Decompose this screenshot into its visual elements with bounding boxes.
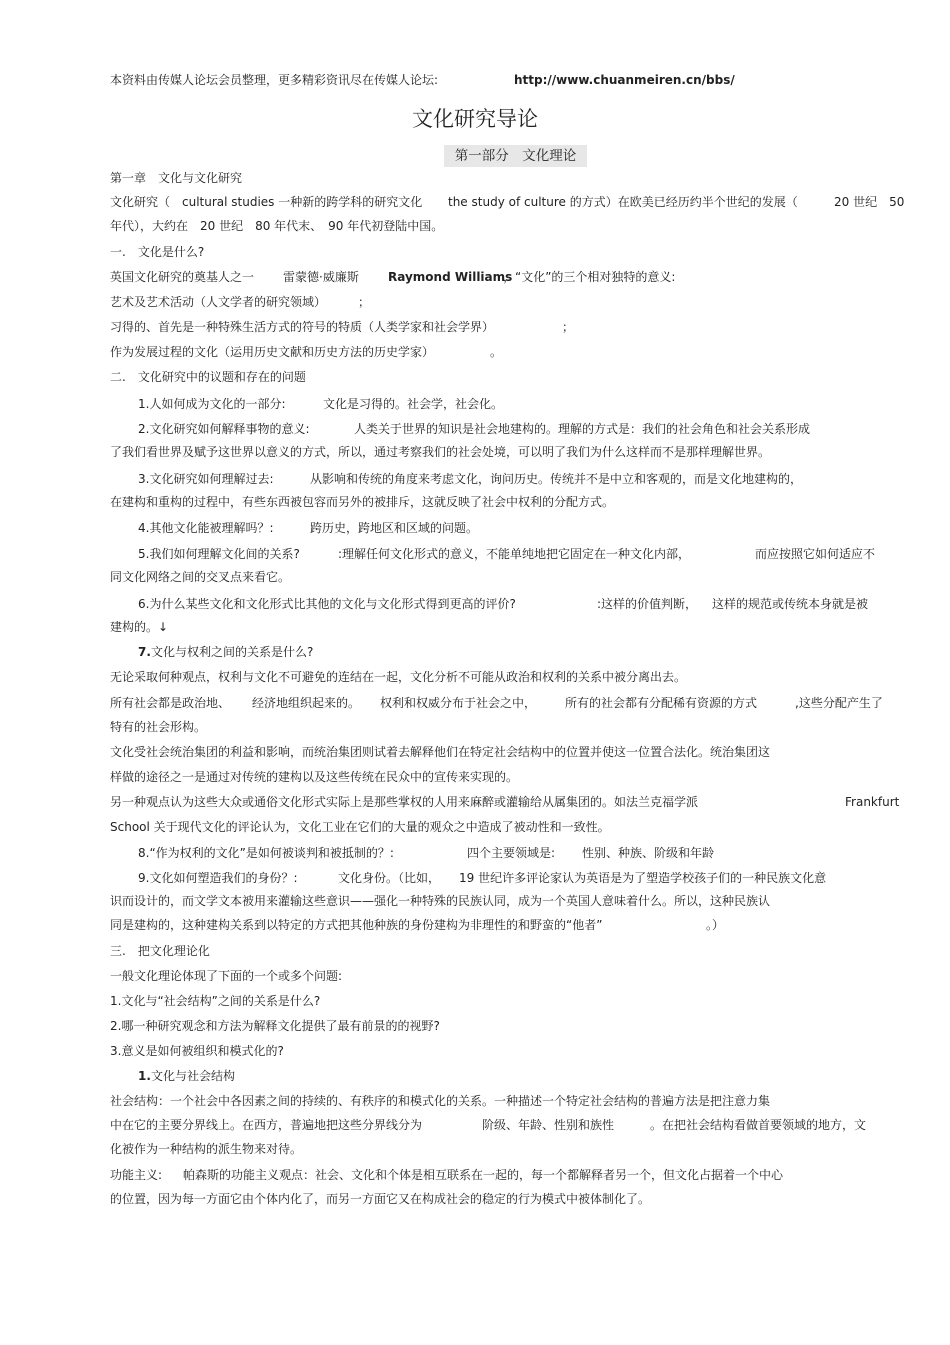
text-line: 文化受社会统治集团的利益和影响，而统治集团则试着去解释他们在特定社会结构中的位置并使这一位置合法化。统治集团这 — [110, 745, 771, 759]
text-line: 无论采取何种观点，权利与文化不可避免的连结在一起，文化分析不可能从政治和权利的关系中被分离出去。 — [110, 670, 687, 684]
text-line: ,这些分配产生了 — [795, 696, 883, 710]
text-line: 。在把社会结构看做首要领域的地方，文 — [650, 1118, 867, 1132]
text-line: 文化研究（ cultural studies 一种新的跨学科的研究文化 — [110, 195, 423, 209]
text-line: 。） — [706, 918, 725, 932]
text-line: 作为发展过程的文化（运用历史文献和历史方法的历史学家） — [110, 345, 435, 359]
text-line: 所有社会都是政治地、 — [110, 696, 231, 710]
part-heading: 第一部分 文化理论 — [444, 145, 587, 167]
text-line: 3.文化研究如何理解过去: — [138, 472, 274, 486]
text-line: 文化是习得的。社会学，社会化。 — [323, 397, 504, 411]
text-line: 样做的途径之一是通过对传统的建构以及这些传统在民众中的宣传来实现的。 — [110, 770, 519, 784]
list-item: 2.哪一种研究观念和方法为解释文化提供了最有前景的的视野? — [110, 1019, 440, 1033]
text-line: 阶级、年龄、性别和族性 — [482, 1118, 615, 1132]
text-line: 从影响和传统的角度来考虑文化，询问历史。传统并不是中立和客观的，而是文化地建构的， — [310, 472, 803, 486]
text-line: 特有的社会形构。 — [110, 720, 207, 734]
text-line: Frankfurt — [845, 795, 900, 809]
text-line: 6.为什么某些文化和文化形式比其他的文化与文化形式得到更高的评价? — [138, 597, 516, 611]
text-line: 性别、种族、阶级和年龄 — [582, 846, 715, 860]
text-line: 雷蒙德·威廉斯 — [283, 270, 359, 284]
text-line: 同文化网络之间的交叉点来看它。 — [110, 570, 291, 584]
text-line: 四个主要领域是: — [467, 846, 556, 860]
text-line: 4.其他文化能被理解吗？: — [138, 521, 274, 535]
text-line: the study of culture 的方式）在欧美已经历约半个世纪的发展（ — [448, 195, 798, 209]
text-line: 习得的、首先是一种特殊生活方式的符号的特质（人类学家和社会学界） — [110, 320, 495, 334]
text-line: 年代），大约在 20 世纪 80 年代末、 90 年代初登陆中国。 — [110, 219, 444, 233]
section-heading: 二. 文化研究中的议题和存在的问题 — [110, 370, 306, 384]
list-item: 3.意义是如何被组织和模式化的? — [110, 1044, 284, 1058]
text-line: 英国文化研究的奠基人之一 — [110, 270, 255, 284]
text-line: 9.文化如何塑造我们的身份？: — [138, 871, 298, 885]
chapter-heading: 第一章 文化与文化研究 — [110, 171, 243, 185]
text-line: 文化与权利之间的关系是什么? — [151, 645, 314, 659]
text-line: 权利和权威分布于社会之中， — [380, 696, 537, 710]
text-line: :理解任何文化形式的意义，不能单纯地把它固定在一种文化内部， — [338, 547, 691, 561]
text-line: 。 — [490, 345, 503, 359]
text-line: 同是建构的，这种建构关系到以特定的方式把其他种族的身份建构为非理性的和野蛮的“他者” — [110, 918, 603, 932]
text-line: 社会结构：一个社会中各因素之间的持续的、有秩序的和模式化的关系。一种描述一个特定社会结构的普遍方法是把注意力集 — [110, 1094, 771, 1108]
text-line: 20 世纪 50 — [834, 195, 905, 209]
text-line: 的位置，因为每一方面它由个体内化了，而另一方面它又在构成社会的稳定的行为模式中被体制化了。 — [110, 1192, 651, 1206]
text-line: Raymond Williams — [388, 270, 513, 284]
text-line: 19 世纪许多评论家认为英语是为了塑造学校孩子们的一种民族文化意 — [459, 871, 827, 885]
text-line: 帕森斯的功能主义观点：社会、文化和个体是相互联系在一起的，每一个都解释者另一个，但文化占据着一个中心 — [183, 1168, 784, 1182]
text-line: 中在它的主要分界线上。在西方，普遍地把这些分界线分为 — [110, 1118, 423, 1132]
text-line: 跨历史，跨地区和区域的问题。 — [310, 521, 479, 535]
text-line: 功能主义: — [110, 1168, 163, 1182]
text-line: ； — [562, 320, 575, 334]
section-heading: 三. 把文化理论化 — [110, 944, 210, 958]
text-line: 人类关于世界的知识是社会地建构的。理解的方式是：我们的社会角色和社会关系形成 — [354, 422, 811, 436]
text-line: 文化身份。（比如， — [338, 871, 441, 885]
subheading: 文化与社会结构 — [151, 1069, 236, 1083]
text-line: 这样的规范或传统本身就是被 — [712, 597, 869, 611]
text-line: 另一种观点认为这些大众或通俗文化形式实际上是那些掌权的人用来麻醉或灌输给从属集团的。如法兰克福学派 — [110, 795, 699, 809]
text-line: 而应按照它如何适应不 — [755, 547, 876, 561]
text-line: 经济地组织起来的。 — [252, 696, 361, 710]
header-link[interactable]: http://www.chuanmeiren.cn/bbs/ — [514, 73, 735, 87]
text-line: 在建构和重构的过程中，有些东西被包容而另外的被排斥，这就反映了社会中权利的分配方式。 — [110, 495, 615, 509]
text-line: 8.“作为权利的文化”是如何被谈判和被抵制的？: — [138, 846, 394, 860]
text-line: ，“文化”的三个相对独特的意义: — [503, 270, 676, 284]
page-title: 文化研究导论 — [412, 107, 538, 131]
text-line: 1.人如何成为文化的一部分: — [138, 397, 286, 411]
text-line: 了我们看世界及赋予这世界以意义的方式，所以，通过考察我们的社会处境，可以明了我们为什么这样而不是那样理解世界。 — [110, 445, 771, 459]
text-line: :这样的价值判断， — [597, 597, 698, 611]
text-line: 所有的社会都有分配稀有资源的方式 — [565, 696, 758, 710]
text-line: 建构的。↓ — [110, 620, 169, 634]
text-line: 化被作为一种结构的派生物来对待。 — [110, 1142, 303, 1156]
list-item: 1.文化与“社会结构”之间的关系是什么? — [110, 994, 321, 1008]
text-line: 识而设计的，而文学文本被用来灌输这些意识——强化一种特殊的民族认同，成为一个英国人意味着什么。所以，这种民族认 — [110, 894, 771, 908]
text-line: 一般文化理论体现了下面的一个或多个问题: — [110, 969, 343, 983]
section-heading: 一. 文化是什么? — [110, 245, 205, 259]
text-line: School 关于现代文化的评论认为，文化工业在它们的大量的观众之中造成了被动性和一致性。 — [110, 820, 610, 834]
header-text: 本资料由传媒人论坛会员整理，更多精彩资讯尽在传媒人论坛: — [110, 73, 439, 87]
text-line: ； — [358, 295, 371, 309]
text-line: 2.文化研究如何解释事物的意义: — [138, 422, 310, 436]
text-line: 7. — [138, 645, 151, 659]
text-line: 艺术及艺术活动（人文学者的研究领域） — [110, 295, 327, 309]
text-line: 5.我们如何理解文化间的关系? — [138, 547, 300, 561]
subheading-number: 1. — [138, 1069, 151, 1083]
